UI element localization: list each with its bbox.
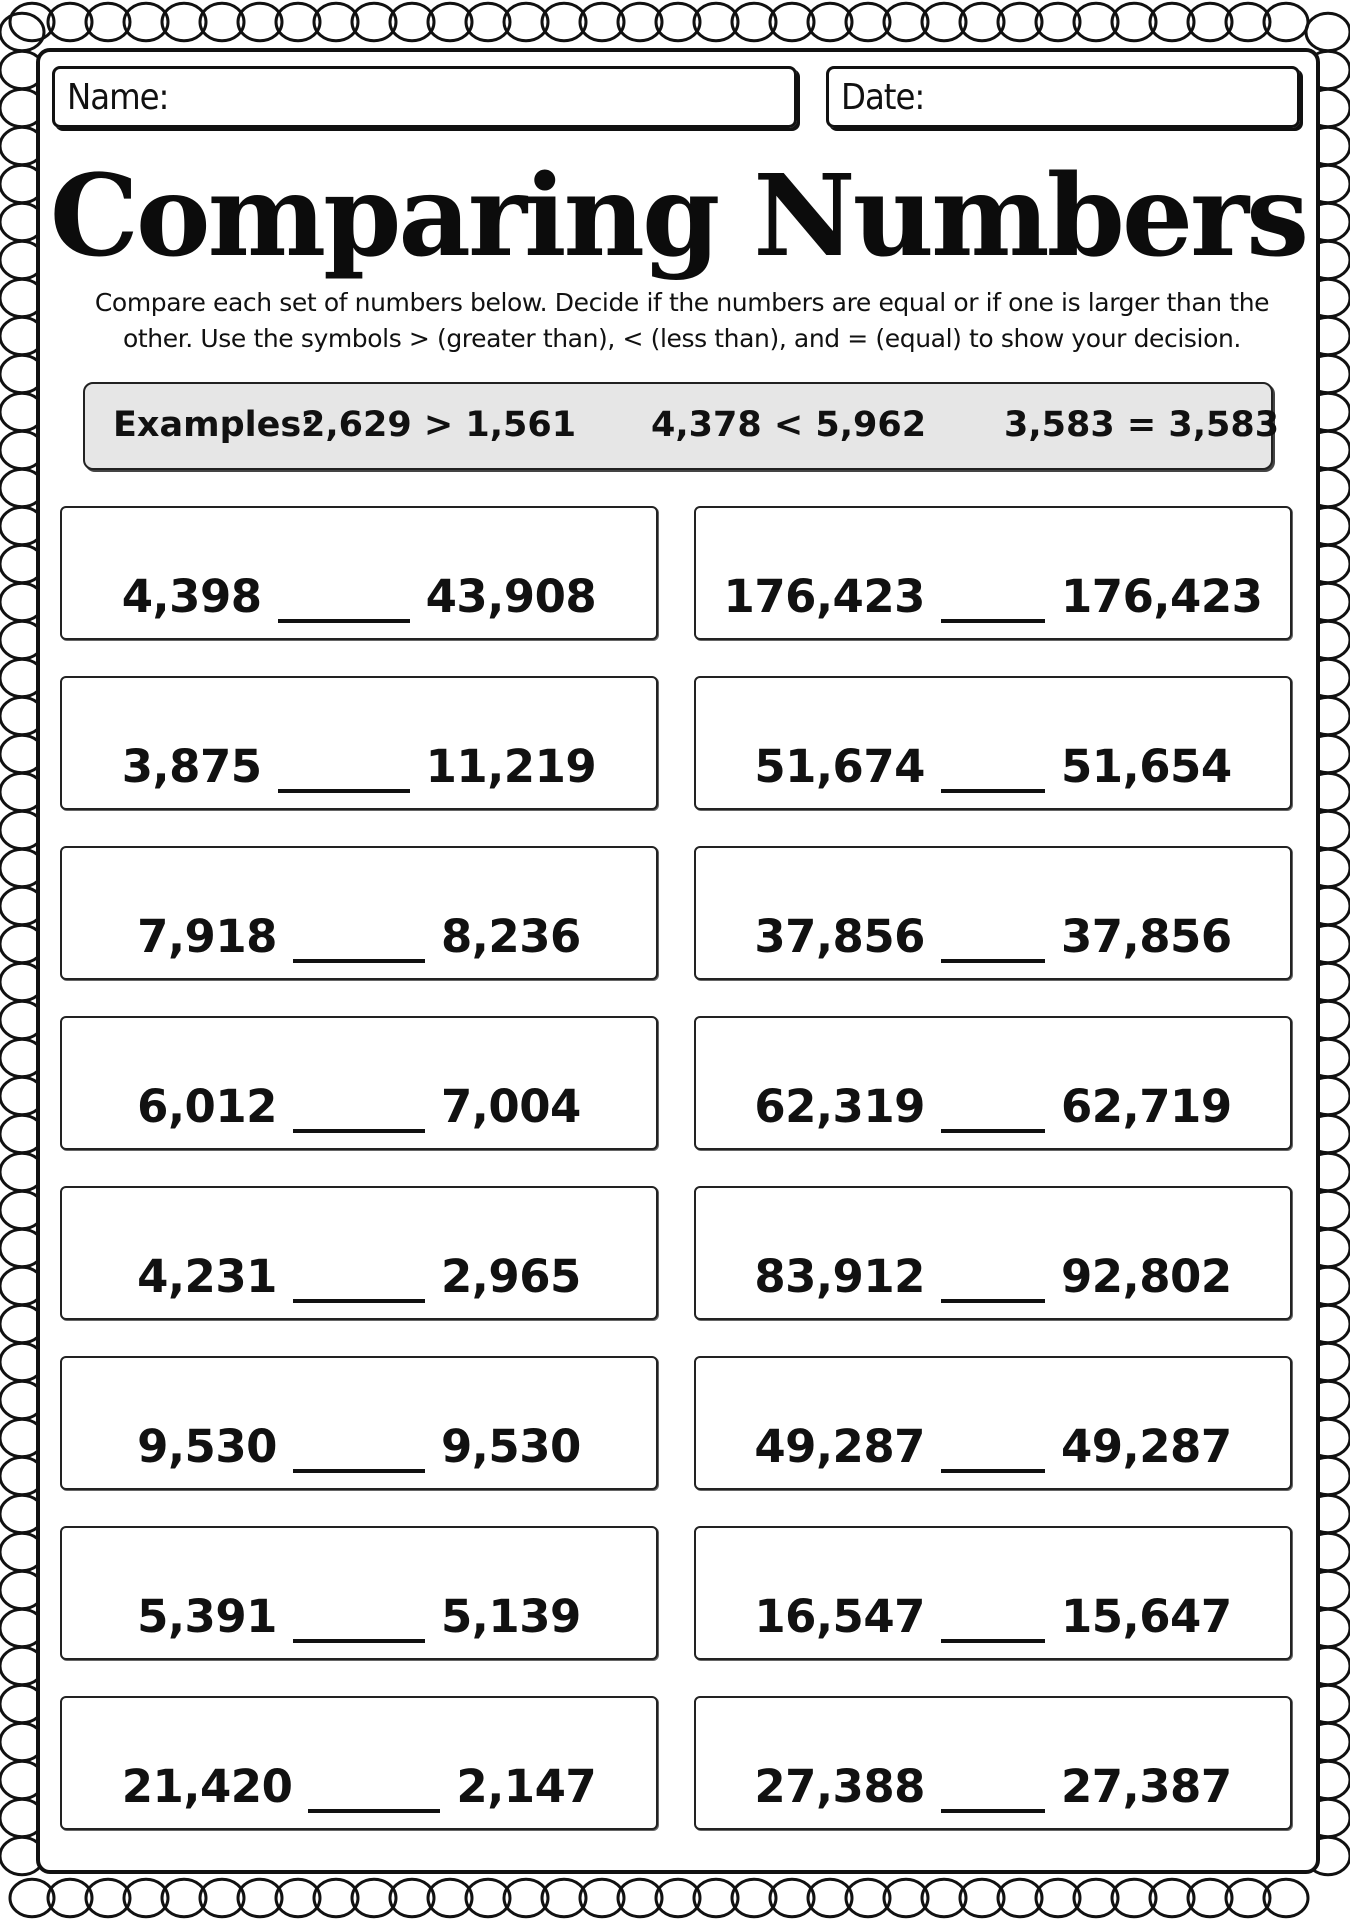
problem-card — [60, 1526, 658, 1660]
first-number: 4,231 — [137, 1250, 277, 1303]
problem-card — [694, 1016, 1292, 1150]
comparison-expression — [62, 910, 656, 963]
second-number: 8,236 — [441, 910, 581, 963]
second-number: 2,147 — [456, 1760, 597, 1813]
answer-blank[interactable] — [941, 1771, 1045, 1813]
first-number: 37,856 — [754, 910, 925, 963]
answer-blank[interactable] — [278, 751, 410, 793]
first-number: 176,423 — [723, 570, 925, 623]
examples-box — [83, 382, 1280, 470]
second-number: 7,004 — [441, 1080, 581, 1133]
first-number: 6,012 — [137, 1080, 277, 1133]
comparison-expression — [62, 1250, 656, 1303]
problem-card — [694, 506, 1292, 640]
second-number: 9,530 — [441, 1420, 581, 1473]
problem-grid — [60, 506, 1300, 1846]
comparison-expression — [62, 740, 656, 793]
comparison-expression — [696, 740, 1290, 793]
second-number: 43,908 — [425, 570, 597, 623]
problem-card — [694, 1356, 1292, 1490]
first-number: 7,918 — [137, 910, 277, 963]
example-2: 4,378 < 5,962 — [651, 405, 927, 445]
example-1: 2,629 > 1,561 — [301, 405, 577, 445]
first-number: 4,398 — [121, 570, 262, 623]
first-number: 51,674 — [754, 740, 925, 793]
answer-blank[interactable] — [941, 581, 1045, 623]
second-number: 176,423 — [1061, 570, 1263, 623]
comparison-expression — [696, 1250, 1290, 1303]
comparison-expression — [696, 1080, 1290, 1133]
answer-blank[interactable] — [308, 1771, 440, 1813]
name-label: Name: — [67, 76, 169, 118]
problem-card — [60, 1696, 658, 1830]
answer-blank[interactable] — [941, 1091, 1045, 1133]
comparison-expression — [62, 1760, 656, 1813]
problem-card — [694, 1526, 1292, 1660]
answer-blank[interactable] — [293, 1261, 425, 1303]
second-number: 51,654 — [1061, 740, 1232, 793]
first-number: 62,319 — [754, 1080, 925, 1133]
problem-card — [694, 846, 1292, 980]
worksheet — [36, 48, 1320, 1874]
answer-blank[interactable] — [293, 1091, 425, 1133]
problem-card — [694, 676, 1292, 810]
second-number: 62,719 — [1061, 1080, 1232, 1133]
second-number: 37,856 — [1061, 910, 1232, 963]
first-number: 16,547 — [754, 1590, 925, 1643]
comparison-expression — [696, 570, 1290, 623]
problem-card — [60, 1016, 658, 1150]
second-number: 2,965 — [441, 1250, 581, 1303]
answer-blank[interactable] — [293, 1431, 425, 1473]
second-number: 27,387 — [1061, 1760, 1232, 1813]
first-number: 9,530 — [137, 1420, 277, 1473]
comparison-expression — [62, 1080, 656, 1133]
answer-blank[interactable] — [278, 581, 410, 623]
comparison-expression — [696, 1590, 1290, 1643]
worksheet-title: Comparing Numbers — [49, 151, 1307, 282]
first-number: 83,912 — [754, 1250, 925, 1303]
answer-blank[interactable] — [941, 1431, 1045, 1473]
problem-card — [694, 1186, 1292, 1320]
first-number: 3,875 — [121, 740, 262, 793]
answer-blank[interactable] — [941, 1261, 1045, 1303]
answer-blank[interactable] — [293, 921, 425, 963]
second-number: 49,287 — [1061, 1420, 1232, 1473]
answer-blank[interactable] — [941, 1601, 1045, 1643]
date-field[interactable] — [826, 66, 1300, 128]
comparison-expression — [62, 1590, 656, 1643]
problem-card — [60, 1356, 658, 1490]
examples-label: Examples: — [113, 405, 316, 445]
date-label: Date: — [841, 76, 925, 118]
example-3: 3,583 = 3,583 — [1004, 405, 1280, 445]
first-number: 27,388 — [754, 1760, 925, 1813]
first-number: 5,391 — [137, 1590, 277, 1643]
comparison-expression — [62, 1420, 656, 1473]
instructions-text: Compare each set of numbers below. Decide if the numbers are equal or if one is larger than the other. Use the symbols > (greater than), < (less than), and = (equal) to show your decision. — [94, 288, 1270, 353]
second-number: 11,219 — [425, 740, 597, 793]
answer-blank[interactable] — [941, 921, 1045, 963]
comparison-expression — [696, 1760, 1290, 1813]
problem-card — [694, 1696, 1292, 1830]
comparison-expression — [696, 910, 1290, 963]
comparison-expression — [696, 1420, 1290, 1473]
name-field[interactable] — [52, 66, 797, 128]
first-number: 21,420 — [121, 1760, 293, 1813]
problem-card — [60, 676, 658, 810]
first-number: 49,287 — [754, 1420, 925, 1473]
problem-card — [60, 506, 658, 640]
answer-blank[interactable] — [293, 1601, 425, 1643]
problem-card — [60, 846, 658, 980]
problem-card — [60, 1186, 658, 1320]
second-number: 15,647 — [1061, 1590, 1232, 1643]
second-number: 5,139 — [441, 1590, 581, 1643]
second-number: 92,802 — [1061, 1250, 1232, 1303]
comparison-expression — [62, 570, 656, 623]
answer-blank[interactable] — [941, 751, 1045, 793]
